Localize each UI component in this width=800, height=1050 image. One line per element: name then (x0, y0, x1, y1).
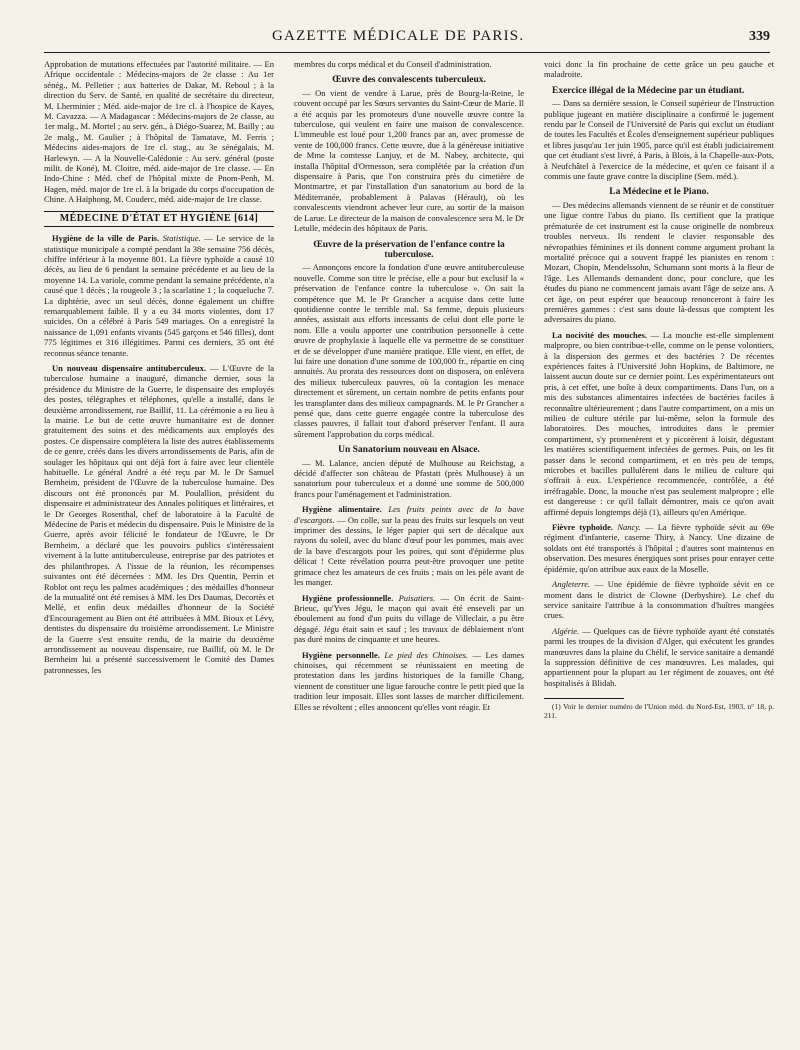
article-subtitle: Statistique. (162, 233, 201, 244)
article-body: — On colle, sur la peau des fruits sur lesquels on veut imprimer des dessins, le léger papier qui sert de décalque aux rayons du soleil, avec du blanc d'œuf pour les pommes, mais avec de la bave d'escargots pour les poires, qui sont d'épiderme plus délicat ! Cette révélation pourra peut-être provoquer une petite grimace chez les amateurs de ces fruits ; mais on les pèle avant de les manger. (294, 514, 524, 588)
column-3 (544, 59, 774, 725)
article-lead: Algérie. (552, 625, 580, 636)
article-body: — Les dames chinoises, qui récemment se réunissaient en meeting de protestation dans les jardins historiques de la famille Chang, viennent de constituer une ligue farouche contre le petit pied que la tradition leur imposait. Elles sont lasses de marcher difficilement. Elles se révoltent ; elles annoncent qu'elles vont réagir. Et (294, 649, 525, 712)
paragraph: membres du corps médical et du Conseil d'administration. (294, 59, 492, 69)
footnote: (1) Voir le dernier numéro de l'Union méd. du Nord-Est, 1903, n° 18, p. 211. (544, 702, 774, 721)
article-title: Hygiène personnelle. (302, 649, 380, 660)
article-title: Un nouveau dispensaire antituberculeux. (52, 362, 207, 373)
article-subtitle: Les fruits peints avec de la bave d'escargots. (294, 504, 525, 525)
article-subtitle: Nancy. (617, 522, 641, 533)
article-title: Hygiène de la ville de Paris. (52, 233, 160, 244)
column-1 (44, 59, 274, 725)
masthead-title: GAZETTE MÉDICALE DE PARIS. (272, 28, 525, 44)
article-title: Exercice illégal de la Médecine par un étudiant. (552, 85, 745, 96)
article-title: La Médecine et le Piano. (609, 187, 709, 198)
article-subtitle: Puisatiers. (398, 592, 436, 603)
article-body: — Des médecins allemands viennent de se réunir et de constituer une ligue contre l'abus du piano. Ils certifient que la pratique prématurée de cet instrument est la cause originelle de nombreux troubles nerveux. Ils rendent le clavier responsable des névropathies féminines et ils donnent comme argument probant la mortalité précoce qui a souvent frappé les pianistes en renom : Mozart, Chopin, Mendelssohn, Schumann sont morts à la fleur de l'âge. Les Allemands demandent donc, pour conclure, que les études du piano ne commencent jamais avant l'âge de seize ans. A cet âge, on peut espérer que beaucoup renonceront à faire les premières gammes : c'est sans doute là-dessus que comptent les adversaires du piano. (544, 199, 774, 325)
paragraph: voici donc la fin prochaine de cette grâce un peu gauche et maladroite. (544, 59, 774, 80)
article (544, 626, 774, 688)
text-columns (44, 59, 775, 725)
article (544, 579, 774, 621)
article (294, 593, 524, 645)
article-body: — La mouche est-elle simplement malpropre, ou bien contribue-t-elle, comme on le pense volontiers, à la dispersion des germes et des bactéries ? De récentes expériences faites à l'Université John Hopkins, de Baltimore, ne laissent aucun doute sur ce dernier point. Les expérimentateurs ont pris, à cet effet, une boîte à deux compartiments. Dans l'un, on a mis des substances alimentaires infectées de bactéries faciles à reconnaître ultérieurement ; dans l'autre compartiment, on a mis un milieu de culture stérile par lui-même, selon la formule des laboratoires. Des mouches, introduites dans le premier compartiment, s'y promenèrent et y picorèrent à loisir, dégustant les matières scientifiquement infectées de germes. Puis, on les fit passer dans le second compartiment, et en très peu de temps, microbes et bacilles pullulèrent dans le milieu de culture qui s'offrait à eux. L'expérience recommencée, contrôlée, a été irréfragable. Donc, la mouche n'est pas seulement malpropre ; elle est dangereuse : ce qu'il fallait démontrer, mais ce qu'on avait affirmé depuis longtemps déjà (1), ailleurs qu'en Amérique. (544, 329, 774, 517)
article-title: Hygiène professionnelle. (302, 592, 394, 603)
article-title: Œuvre des convalescents tuberculeux. (332, 75, 486, 86)
article-body: — Le service de la statistique municipale a compté pendant la 38e semaine 756 décès, chiffre inférieur à la moyenne 801. La fièvre typhoïde a causé 10 décès, au lieu de 6 pendant la semaine précédente et au lieu de la moyenne 14. La variole, comme pendant la semaine précédente, n'a causé que 1 décès ; la rougeole 3 ; la scarlatine 1 ; la coqueluche 7. La diphtérie, avec un seul décès, donne également un chiffre remarquablement faible. Il y a eu 34 morts violentes, dont 17 suicides. On a célébré à Paris 549 mariages. On a enregistré la naissance de 1,091 enfants vivants (545 garçons et 546 filles), dont 775 légitimes et 316 illégitimes. Parmi ces derniers, 35 ont été reconnus séance tenante. (44, 233, 274, 358)
page-number: 339 (749, 29, 770, 44)
article-title: La nocivité des mouches. (552, 329, 647, 340)
article-body: — Une épidémie de fièvre typhoïde sévit en ce moment dans le district de Clowne (Derbyshire). Le chef du service sanitaire l'attribue à la consommation d'huîtres mangées crues. (544, 579, 775, 621)
article-body: — Annonçons encore la fondation d'une œuvre antituberculeuse nouvelle. Comme son titre le précise, elle a pour but exclusif la « préservation de l'enfance contre la tuberculose ». On sait la compétence que M. le Pr Grancher a acquise dans cette lutte quotidienne contre le terrible mal. Sa femme, depuis plusieurs années, assistait aux efforts incessants de celui dont elle porte le nom. Elle a voulu apporter une contribution personnelle à cette œuvre de prophylaxie à laquelle elle va permettre de se constituer et de se développer d'une manière pratique. Elle vient, en effet, de lui faire une donation d'une somme de 100,000 fr., répartie en cinq annuités. Au prorata des ressources dont on disposera, on enlèvera des milieux tuberculeux pauvres, où la contagion les menace directement et sûrement, un certain nombre de petits enfants pour les transplanter dans des milieux campagnards. M. le Pr Grancher a pensé que, dans cette guerre engagée contre la tuberculose des classes pauvres, il fallait tout d'abord préserver l'enfant. Il aura sûrement l'approbation du corps médical. (294, 262, 524, 439)
article-body: — On écrit de Saint-Brieuc, qu'Yves Jégu, le maçon qui avait été enseveli par un éboulement au fond d'un puits du village de Villeclair, a pu être dégagé. Jégu était sain et sauf ; les travaux de déblaiement n'ont pas duré moins de cinquante et une heures. (294, 592, 524, 645)
paragraph: Approbation de mutations effectuées par l'autorité militaire. — En Afrique occidentale : Médecins-majors de 2e classe : Au 1er sénég., M. Pelletier ; aux batteries de Dakar, M. Reboul ; à la direction du Serv. de Santé, en qualité de secrétaire du directeur, M. Lherminier ; Méd. aide-major de 1re cl. à l'hospice de Kayes, M. Cavazza. — A Madagascar : Médecins-majors de 2e classe, au 1er malg., M. Mortel ; au serv. gén., à Diégo-Suarez, M. Bailly ; au 2e malg., M. Gaulier ; à l'hôpital de Tamatave, M. Ferris ; Médecins aides-majors de 1re cl. stag., au 3e sénégalais, M. Harlewyn. — A la Nouvelle-Calédonie : Au serv. général (poste milit. de Koné), M. Cloitre, méd. aide-major de 1re classe. — En Indo-Chine : Méd. chef de l'hôpital mixte de Pnom-Penh, M. Hagen, méd. major de 1re cl. à la brigade du corps d'occupation de Chine. A Haïphong, M. Couderc, méd. aide-major de 1re classe. (44, 59, 274, 205)
header-rule (44, 52, 770, 53)
article-body: — La fièvre typhoïde sévit au 69e régiment d'infanterie, caserne Thiry, à Nancy. Une dizaine de soldats ont été transportés à l'hôpital ; d'autres sont maintenus en observation. Des mesures énergiques sont prises pour enrayer cette épidémie, qu'on attribue aux eaux de la Moselle. (544, 522, 775, 574)
article-body: — On vient de vendre à Larue, près de Bourg-la-Reine, le couvent occupé par les Sœurs servantes du Saint-Cœur de Marie. Il a été acquis par les promoteurs d'une nouvelle œuvre contre la tuberculose, qui veulent en faire une maison de convalescence. L'immeuble est loué pour 1,200 francs par an, avec promesse de vente de 100,000 francs. Cette œuvre, due à la généreuse initiative de Mme la comtesse Lanjuy, et de M. Nabey, architecte, qui installa l'hôpital d'Ormesson, sera complétée par la création d'un dispensaire à Paris, que l'on construira près du cimetière de Montmartre, et par l'installation d'un sanatorium au bord de la Méditerranée, probablement à Palavas (Hérault), où les convalescents viendront achever leur cure, au sortir de la maison de Larue. Le directeur de la maison de convalescence sera M. le Dr Letulle, médecin des hôpitaux de Paris. (294, 87, 524, 234)
article-title: Un Sanatorium nouveau en Alsace. (338, 445, 480, 456)
article (294, 650, 524, 712)
article (544, 522, 774, 574)
article (544, 330, 774, 517)
article (44, 363, 274, 675)
section-heading: MÉDECINE D'ÉTAT ET HYGIÈNE [614] (44, 211, 274, 227)
article-body: — L'Œuvre de la tuberculose humaine a inauguré, dimanche dernier, sous la présidence du Ministre de la Guerre, le dispensaire des employés des postes, télégraphes et téléphones, qu'elle a installé, dans le deuxième arrondissement, rue Baillif, 11. La cérémonie a eu lieu à la mairie. Le but de cette œuvre humanitaire est de donner gratuitement des soins et des médicaments aux employés des postes. Ce dispensaire complètera la liste des autres établissements de ce genre, créés dans les divers arrondissements de Paris, afin de soulager les hôpitaux qui ont déjà fort à faire avec leur clientèle habituelle. Le général André a été reçu par M. le Dr Samuel Bernheim, président de l'Œuvre de la tuberculose humaine. Des discours ont été prononcés par M. Poulallion, président du dispensaire et administrateur des Annales politiques et littéraires, et le Dr Georges Rosenthal, chef de laboratoire à la Faculté de Médecine de Paris et médecin du dispensaire. Puis le Ministre de la Guerre, après avoir félicité le fondateur de l'Œuvre, le Dr Bernheim, a déclaré que les pouvoirs publics s'intéressaient vivement à la lutte antituberculeuse, entreprise par des patriotes et des philanthropes. A l'issue de la réunion, les récompenses suivantes ont été décernées : MM. les Drs Quentin, Perrin et Roblot ont reçu les palmes académiques ; des médailles d'honneur de la mutualité ont été remises à MM. les Drs Daumas, Decortès et Mellé, et enfin deux médailles d'honneur de la Société d'Encouragement au Bien ont été attribuées à MM. Bioux et Lévy, dentistes du dispensaire du troisième arrondissement. Le Ministre de la Guerre s'est ensuite rendu, de la mairie du deuxième arrondissement au nouveau dispensaire, rue Baillif, où M. le Dr Bernheim lui a présenté successivement le Comité des Dames patronnesses, les (44, 362, 274, 675)
article-lead: Angleterre. (552, 579, 591, 590)
article-body: — Dans sa dernière session, le Conseil supérieur de l'Instruction publique jugeant en matière disciplinaire a confirmé le jugement rendu par le Conseil de l'Université de Paris qui exclut un étudiant de toutes les Facultés et Écoles d'enseignement supérieur publiques et libres jusqu'au 1er juin 1905, parce qu'il est établi judiciairement que cet étudiant s'est livré, à Paris, à Blois, à la Chapelle-aux-Pots, à Neufchâtel à l'exercice de la médecine, et qu'en ce faisant il a commis une faute grave contre la discipline (Sem. méd.). (544, 98, 774, 182)
article-subtitle: Le pied des Chinoises. (384, 649, 469, 660)
article-body: — M. Lalance, ancien député de Mulhouse au Reichstag, a décidé d'affecter son château de Pfastatt (près Mulhouse) à un sanatorium pour tuberculeux et a donné une somme de 500,000 francs pour l'aménagement et l'administration. (294, 457, 524, 499)
article-body: — Quelques cas de fièvre typhoïde ayant été constatés parmi les troupes de la division d'Alger, qui exécutent les grandes manœuvres dans la plaine du Chélif, le service sanitaire a demandé la suppression définitive de ces manœuvres. Les malades, qui appartiennent pour la plupart au 1er régiment de zouaves, ont été hospitalisés à Blidah. (544, 625, 775, 688)
article (294, 504, 524, 587)
page-header (44, 28, 770, 48)
article-title: Hygiène alimentaire. (302, 504, 382, 515)
article (44, 233, 274, 358)
footnote-rule (544, 698, 624, 699)
column-2 (294, 59, 524, 725)
article-title: Fièvre typhoïde. (552, 522, 614, 533)
article-title: Œuvre de la préservation de l'enfance contre la tuberculose. (313, 239, 505, 260)
